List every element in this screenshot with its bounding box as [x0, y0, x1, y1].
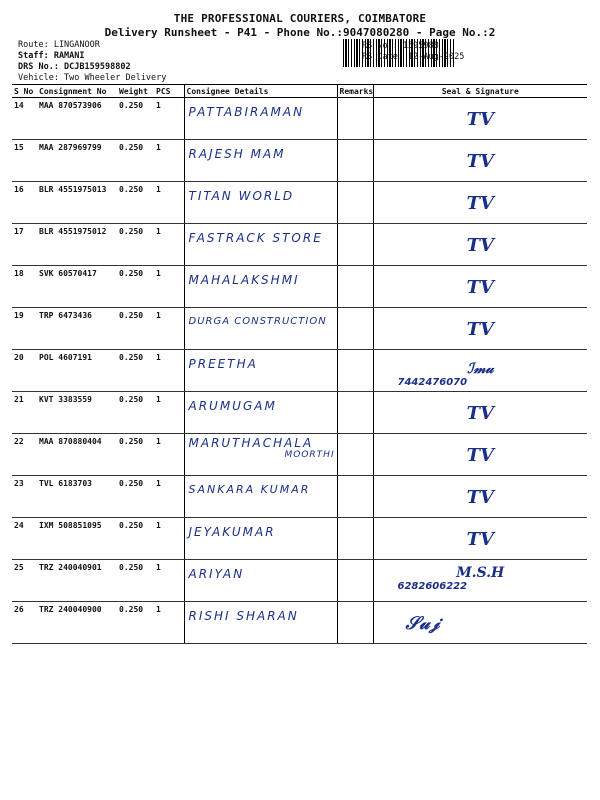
cell-pcs: 1: [154, 308, 184, 350]
cell-sno: 15: [12, 140, 37, 182]
consignee-name: PREETHA: [188, 357, 258, 371]
cell-consignee: [184, 224, 337, 266]
route-label: Route: LINGANOOR: [18, 40, 100, 50]
cell-consignee: [184, 308, 337, 350]
col-remarks: Remarks: [337, 85, 373, 98]
consignee-name: MARUTHACHALA: [188, 436, 314, 450]
signature: TV: [466, 235, 494, 256]
signature: TV: [466, 445, 494, 466]
cell-sno: 22: [12, 434, 37, 476]
cell-consignee: [184, 476, 337, 518]
cell-sno: 24: [12, 518, 37, 560]
drs-number: DRS No.: DCJB159598802: [18, 62, 131, 72]
table-row: [12, 308, 587, 350]
cell-sno: 21: [12, 392, 37, 434]
cell-pcs: 1: [154, 602, 184, 644]
col-consignment: Consignment No: [37, 85, 117, 98]
cell-signature: [373, 98, 587, 140]
signature: M.S.H: [456, 565, 505, 581]
cell-pcs: 1: [154, 560, 184, 602]
cell-remarks: [337, 308, 373, 350]
cell-consignment: TRZ 240040901: [37, 560, 117, 602]
signature-scribble: ℐ𝓂𝓊: [467, 361, 494, 377]
signature: TV: [466, 151, 494, 172]
cell-remarks: [337, 140, 373, 182]
table-row: [12, 560, 587, 602]
cell-signature: [373, 140, 587, 182]
cell-consignee: [184, 350, 337, 392]
cell-pcs: 1: [154, 140, 184, 182]
cell-signature: [373, 434, 587, 476]
cell-remarks: [337, 98, 373, 140]
table-row: [12, 434, 587, 476]
consignee-name: JEYAKUMAR: [188, 525, 276, 539]
cell-pcs: 1: [154, 98, 184, 140]
cell-consignee: [184, 182, 337, 224]
cell-remarks: [337, 224, 373, 266]
cell-consignee: [184, 392, 337, 434]
table-row: [12, 266, 587, 308]
cell-remarks: [337, 518, 373, 560]
cell-consignee: [184, 602, 337, 644]
signature: TV: [466, 193, 494, 214]
table-row: [12, 602, 587, 644]
cell-pcs: 1: [154, 518, 184, 560]
cell-consignee: [184, 98, 337, 140]
runsheet-table: [12, 84, 587, 644]
cell-remarks: [337, 602, 373, 644]
cell-weight: 0.250: [117, 350, 154, 392]
cell-pcs: 1: [154, 476, 184, 518]
cell-signature: [373, 392, 587, 434]
cell-sno: 26: [12, 602, 37, 644]
table-row: [12, 224, 587, 266]
cell-signature: [373, 560, 587, 602]
signature: TV: [466, 487, 494, 508]
col-sno: S No: [12, 85, 37, 98]
table-header-row: [12, 85, 587, 98]
consignee-name: PATTABIRAMAN: [188, 105, 305, 119]
cell-pcs: 1: [154, 434, 184, 476]
cell-remarks: [337, 392, 373, 434]
table-row: [12, 392, 587, 434]
cell-pcs: 1: [154, 182, 184, 224]
cell-remarks: [337, 476, 373, 518]
signature: TV: [466, 277, 494, 298]
cell-consignment: BLR 4551975013: [37, 182, 117, 224]
cell-consignee: [184, 266, 337, 308]
cell-signature: [373, 266, 587, 308]
company-title: THE PROFESSIONAL COURIERS, COIMBATORE: [173, 12, 427, 25]
runsheet-subtitle: Delivery Runsheet - P41 - Phone No.:9047080280 - Page No.:2: [104, 26, 496, 39]
cell-consignee: [184, 560, 337, 602]
table-row: [12, 182, 587, 224]
signature-phone: 7442476070: [397, 377, 468, 388]
cell-pcs: 1: [154, 266, 184, 308]
table-row: [12, 518, 587, 560]
cell-consignment: MAA 870880404: [37, 434, 117, 476]
cell-weight: 0.250: [117, 518, 154, 560]
cell-consignment: KVT 3383559: [37, 392, 117, 434]
rs-date: RS Date: 12-Aug-2025: [362, 52, 465, 62]
cell-weight: 0.250: [117, 182, 154, 224]
cell-signature: [373, 350, 587, 392]
signature-scribble: 𝒮𝓊𝒿: [405, 613, 440, 634]
cell-consignment: SVK 60570417: [37, 266, 117, 308]
col-consignee: Consignee Details: [184, 85, 337, 98]
consignee-name: DURGA CONSTRUCTION: [188, 316, 327, 327]
col-pcs: PCS: [154, 85, 184, 98]
col-weight: Weight: [117, 85, 154, 98]
cell-pcs: 1: [154, 350, 184, 392]
cell-weight: 0.250: [117, 308, 154, 350]
cell-consignment: TVL 6183703: [37, 476, 117, 518]
signature-phone: 6282606222: [397, 581, 468, 592]
vehicle-label: Vehicle: Two Wheeler Delivery: [18, 73, 167, 83]
cell-pcs: 1: [154, 224, 184, 266]
cell-weight: 0.250: [117, 98, 154, 140]
cell-consignment: TRZ 240040900: [37, 602, 117, 644]
cell-sno: 18: [12, 266, 37, 308]
cell-weight: 0.250: [117, 392, 154, 434]
cell-consignment: TRP 6473436: [37, 308, 117, 350]
cell-signature: [373, 476, 587, 518]
cell-consignee: [184, 434, 337, 476]
cell-signature: [373, 518, 587, 560]
table-row: [12, 476, 587, 518]
cell-consignee: [184, 140, 337, 182]
cell-weight: 0.250: [117, 224, 154, 266]
cell-remarks: [337, 434, 373, 476]
consignee-name: FASTRACK STORE: [188, 231, 323, 245]
table-row: [12, 140, 587, 182]
cell-signature: [373, 308, 587, 350]
consignee-name: MAHALAKSHMI: [188, 273, 300, 287]
cell-signature: [373, 602, 587, 644]
cell-signature: [373, 224, 587, 266]
cell-pcs: 1: [154, 392, 184, 434]
cell-remarks: [337, 560, 373, 602]
cell-weight: 0.250: [117, 140, 154, 182]
cell-weight: 0.250: [117, 434, 154, 476]
cell-sno: 17: [12, 224, 37, 266]
cell-sno: 16: [12, 182, 37, 224]
cell-consignment: POL 4607191: [37, 350, 117, 392]
consignee-name: RAJESH MAM: [188, 147, 286, 161]
signature: TV: [466, 529, 494, 550]
cell-sno: 23: [12, 476, 37, 518]
consignee-name: ARUMUGAM: [188, 399, 277, 413]
signature: TV: [466, 109, 494, 130]
cell-remarks: [337, 350, 373, 392]
cell-sno: 25: [12, 560, 37, 602]
cell-consignment: MAA 870573906: [37, 98, 117, 140]
cell-weight: 0.250: [117, 602, 154, 644]
cell-weight: 0.250: [117, 560, 154, 602]
cell-weight: 0.250: [117, 266, 154, 308]
cell-remarks: [337, 266, 373, 308]
signature: TV: [466, 319, 494, 340]
cell-remarks: [337, 182, 373, 224]
cell-consignment: MAA 287969799: [37, 140, 117, 182]
consignee-name: RISHI SHARAN: [188, 609, 299, 623]
signature: TV: [466, 403, 494, 424]
table-row: [12, 350, 587, 392]
cell-sno: 19: [12, 308, 37, 350]
rs-number: RS No.: 1595988: [362, 41, 439, 51]
cell-consignment: BLR 4551975012: [37, 224, 117, 266]
cell-consignment: IXM 508851095: [37, 518, 117, 560]
cell-consignee: [184, 518, 337, 560]
table-row: [12, 98, 587, 140]
consignee-name: TITAN WORLD: [188, 189, 295, 203]
cell-sno: 14: [12, 98, 37, 140]
consignee-name: SANKARA KUMAR: [188, 483, 311, 496]
col-signature: Seal & Signature: [373, 85, 587, 98]
consignee-name-line2: MOORTHI: [284, 450, 335, 460]
cell-signature: [373, 182, 587, 224]
consignee-name: ARIYAN: [188, 567, 245, 581]
staff-label: Staff: RAMANI: [18, 51, 85, 61]
cell-weight: 0.250: [117, 476, 154, 518]
cell-sno: 20: [12, 350, 37, 392]
